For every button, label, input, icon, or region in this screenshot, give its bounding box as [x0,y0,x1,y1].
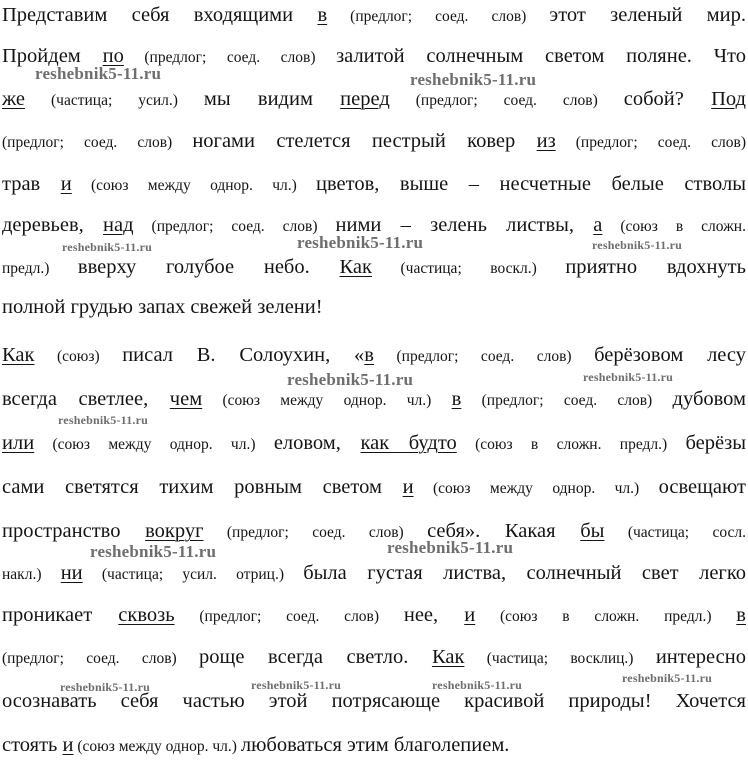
text-line [2,518,746,544]
underlined-word: и [62,734,74,756]
text: была густая листва, солнечный свет легко [303,562,746,584]
grammar-note: (предлог; соед. слов) [123,49,337,66]
text-line [2,254,746,280]
underlined-word: и [60,173,72,195]
text-line [2,644,746,670]
grammar-note: (предлог; соед. слов) [133,218,336,235]
text: стоять [2,734,63,756]
text-line [2,128,746,154]
text: интересно [655,646,746,668]
underlined-word: над [103,214,134,236]
watermark: reshebnik5-11.ru [35,64,162,83]
grammar-note: (союз между однор. чл.) [413,480,659,497]
text: деревьев, [2,214,104,236]
watermark: reshebnik5-11.ru [287,370,414,389]
text: осознавать себя частью этой потрясающе красивой природы! Хочется [2,690,746,712]
text: роще всегда светло. [199,646,432,668]
watermark: reshebnik5-11.ru [622,671,712,685]
underlined-word: по [102,45,124,67]
text-line [2,602,746,628]
text: вверху голубое небо. [77,256,340,278]
grammar-note: (союз в сложн. [602,218,746,235]
text: Пройдем [2,45,103,67]
underlined-word: в [317,4,328,26]
underlined-word: из [536,130,556,152]
grammar-note: (предлог; соед. слов) [373,348,595,365]
grammar-note: накл.) [2,566,61,583]
underlined-word: в [451,388,462,410]
text-line [2,2,746,28]
watermark: reshebnik5-11.ru [432,678,522,692]
underlined-word: бы [580,520,605,542]
grammar-note: (предлог; соед. слов) [2,650,200,667]
grammar-note: (предлог; соед. слов) [203,524,428,541]
underlined-word: ни [60,562,83,584]
text: писал В. Солоухин, « [122,344,365,366]
text-line [2,86,746,112]
text: всегда светлее, [2,388,170,410]
watermark: reshebnik5-11.ru [297,233,424,252]
grammar-note: (союз между однор. чл.) [34,436,274,453]
underlined-word: в [364,344,374,366]
text: полной грудью запах свежей зелени! [2,296,323,318]
text-line [2,474,746,500]
grammar-note: (союз между однор. чл.) [73,738,241,755]
text-line [2,430,746,456]
grammar-note: (союз) [34,348,123,365]
text: освещают [658,476,746,498]
text-line [2,342,746,368]
grammar-note: (частица; воскл.) [371,260,566,277]
grammar-note: (предлог; соед. слов) [327,8,550,25]
text: цветов, выше – несчетные белые стволы [316,173,746,195]
text: еловом, [273,432,361,454]
text: ногами стелется пестрый ковер [192,130,537,152]
grammar-note: (частица; восклиц.) [464,650,656,667]
text: этот зеленый мир. [549,4,746,26]
underlined-word: Под [711,88,746,110]
underlined-word: Как [339,256,372,278]
text: проникает [2,604,119,626]
text: приятно вдохнуть [565,256,746,278]
underlined-word: чем [169,388,203,410]
text: дубовом [672,388,746,410]
text: ними – зелень листвы, [335,214,594,236]
text: трав [2,173,61,195]
text: нее, [403,604,465,626]
underlined-word: сквозь [118,604,175,626]
underlined-word: перед [340,88,390,110]
underlined-word: Как [431,646,465,668]
grammar-note: (предлог; соед. слов) [555,134,746,151]
grammar-note: (предлог; соед. слов) [461,392,673,409]
grammar-note: (частица; усил. отриц.) [82,566,304,583]
watermark: reshebnik5-11.ru [387,538,514,557]
grammar-note: (частица; сосл. [604,524,746,541]
grammar-note: (союз в сложн. предл.) [475,608,737,625]
underlined-word: как будто [360,432,457,454]
watermark: reshebnik5-11.ru [58,413,148,427]
watermark: reshebnik5-11.ru [583,370,673,384]
text-line [2,171,746,197]
grammar-note: предл.) [2,260,78,277]
grammar-note: (союз между однор. чл.) [202,392,452,409]
text: мы видим [203,88,341,110]
grammar-note: (союз в сложн. предл.) [456,436,686,453]
grammar-note: (частица; усил.) [25,92,204,109]
text: сами светятся тихим ровным светом [2,476,403,498]
watermark: reshebnik5-11.ru [60,680,150,694]
underlined-word: вокруг [145,520,204,542]
watermark: reshebnik5-11.ru [62,240,152,254]
underlined-word: и [464,604,476,626]
text-line [2,560,746,586]
text: Представим себя входящими [2,4,318,26]
text: собой? [623,88,712,110]
underlined-word: же [2,88,25,110]
underlined-word: и [402,476,414,498]
text-line [2,294,746,320]
watermark: reshebnik5-11.ru [251,678,341,692]
text: залитой солнечным светом поляне. Что [336,45,746,67]
grammar-note: (предлог; соед. слов) [2,134,193,151]
watermark: reshebnik5-11.ru [592,238,682,252]
text: берёзы [685,432,746,454]
text: любоваться этим благолепием. [240,734,510,756]
underlined-word: а [593,214,603,236]
text-line [2,732,746,758]
grammar-note: (предлог; соед. слов) [174,608,404,625]
watermark: reshebnik5-11.ru [410,70,537,89]
underlined-word: в [736,604,746,626]
underlined-word: Как [2,344,35,366]
watermark: reshebnik5-11.ru [90,542,217,561]
grammar-note: (предлог; соед. слов) [389,92,624,109]
grammar-note: (союз между однор. чл.) [71,177,317,194]
text: себя». Какая [427,520,581,542]
text: берёзовом лесу [594,344,746,366]
underlined-word: или [2,432,35,454]
text: пространство [2,520,146,542]
